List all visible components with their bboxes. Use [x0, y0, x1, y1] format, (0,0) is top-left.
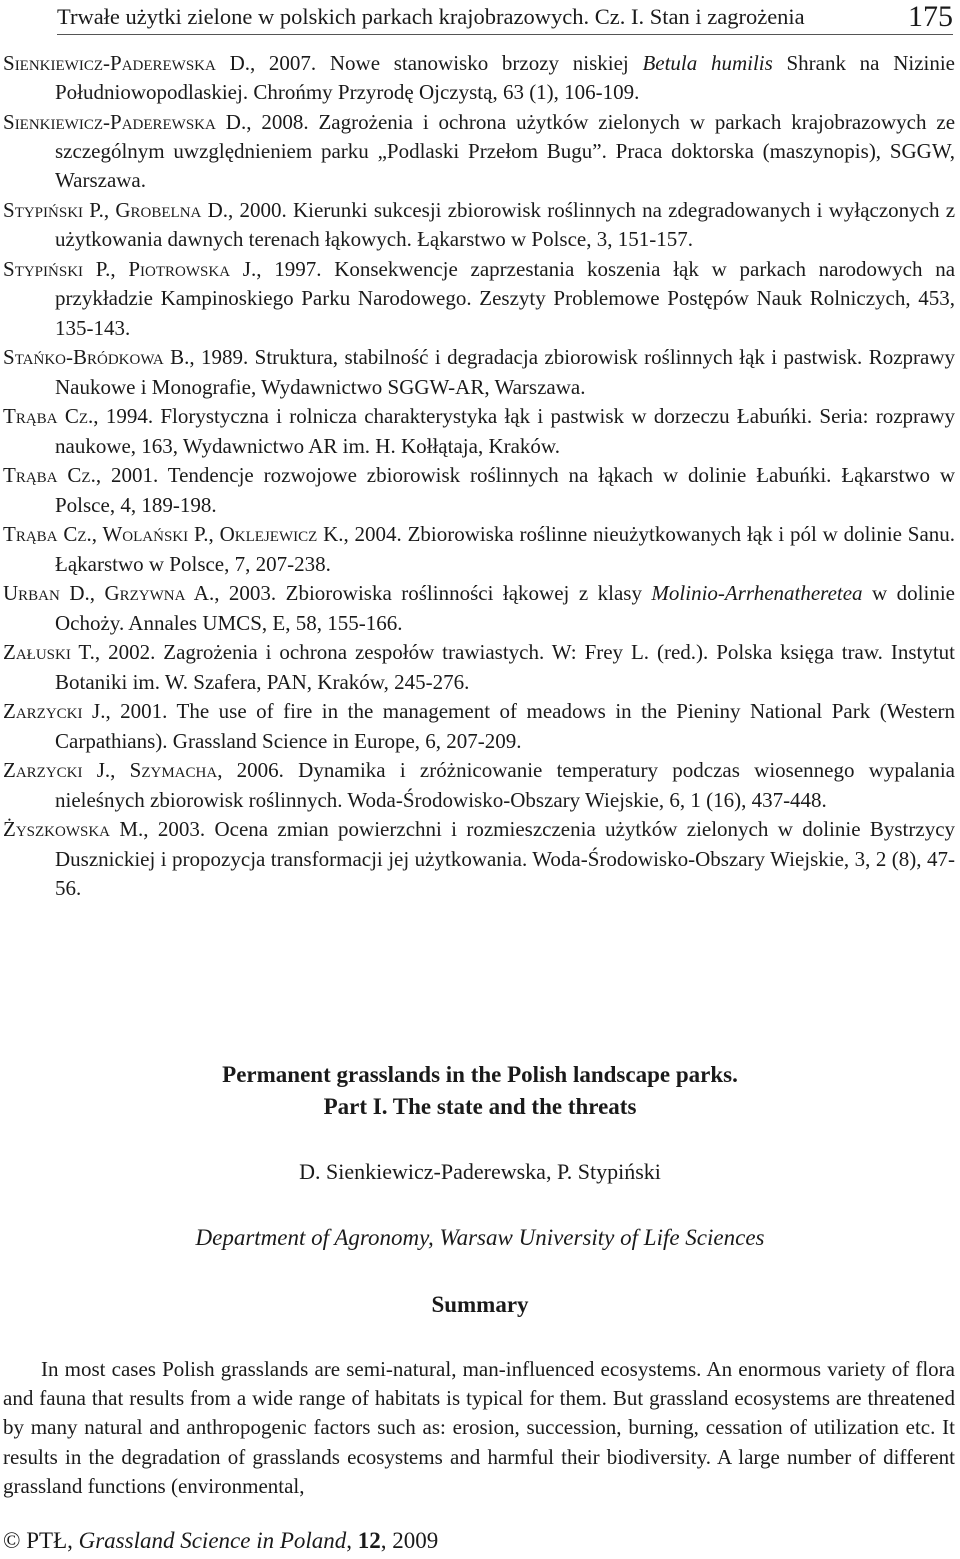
reference-italic: Betula humilis — [642, 51, 773, 75]
reference-entry — [3, 461, 955, 519]
reference-authors: Trąba Cz., Wolański P., Oklejewicz K. — [3, 522, 344, 547]
reference-entry — [3, 697, 955, 755]
reference-authors: Trąba Cz. — [3, 463, 96, 488]
reference-text: Dynamika i zróżnicowanie temperatury podczas wiosennego wypalania nieleśnych zbiorowisk roślinnych. Woda-Środowisko-Obszary Wiejskie, 6, 1 (16), 437-448. — [55, 758, 955, 812]
reference-entry — [3, 638, 955, 696]
footer-journal: Grassland Science in Poland — [78, 1528, 347, 1553]
reference-year: , 2002. — [94, 640, 164, 665]
reference-year: , 2001. — [105, 699, 177, 724]
reference-entry — [3, 196, 955, 254]
reference-authors: Trąba Cz. — [3, 404, 94, 429]
reference-authors: Stypiński P., Piotrowska J. — [3, 257, 257, 282]
abstract-title-line-2: Part I. The state and the threats — [323, 1094, 637, 1119]
reference-year: , 2004. — [343, 522, 408, 547]
reference-authors: Sienkiewicz-Paderewska D. — [3, 51, 250, 75]
reference-year: , 1997. — [256, 257, 335, 282]
abstract-title-line-1: Permanent grasslands in the Polish landscape parks. — [222, 1062, 738, 1087]
abstract-authors: D. Sienkiewicz-Paderewska, P. Stypiński — [299, 1159, 661, 1184]
reference-year: , 1989. — [189, 345, 255, 370]
running-title: Trwałe użytki zielone w polskich parkach krajobrazowych. Cz. I. Stan i zagrożenia — [57, 4, 805, 29]
reference-authors: Zarzycki J., Szymacha — [3, 758, 218, 783]
reference-text: Zbiorowiska roślinne nieużytkowanych łąk i pól w dolinie Sanu. Łąkarstwo w Polsce, 7, 207-238. — [55, 522, 956, 576]
reference-entry — [3, 108, 955, 196]
reference-year: , 1994. — [93, 404, 161, 429]
abstract-title — [0, 1059, 960, 1123]
reference-entry — [3, 579, 955, 637]
reference-text: Zbiorowiska roślinności łąkowej z klasy — [285, 581, 652, 606]
running-head — [57, 2, 953, 35]
footer-year: , 2009 — [380, 1528, 439, 1553]
reference-year: , 2008. — [246, 110, 319, 134]
summary-heading: Summary — [431, 1292, 529, 1317]
reference-text: Ocena zmian powierzchni i rozmieszczenia użytków zielonych w dolinie Bystrzycy Dusznickiej i propozycja transformacji jej użytkowania. Woda-Środowisko-Obszary Wiejskie, 3, 2 (8), 47-56. — [55, 817, 956, 900]
reference-entry — [3, 520, 955, 578]
reference-text: Konsekwencje zaprzestania koszenia łąk w parkach narodowych na przykładzie Kampinoskiego Parku Narodowego. Zeszyty Problemowe Postępów Nauk Rolniczych, 453, 135-143. — [55, 257, 956, 340]
abstract-affiliation: Department of Agronomy, Warsaw University of Life Sciences — [195, 1225, 765, 1250]
reference-entry — [3, 815, 955, 903]
footer-sep: , — [346, 1528, 358, 1553]
reference-entry — [3, 756, 955, 814]
page-number: 175 — [908, 0, 953, 33]
footer-copyright: © PTŁ, — [3, 1528, 79, 1553]
reference-entry — [3, 402, 955, 460]
reference-year: , 2007. — [249, 51, 330, 75]
reference-text-after: w dolinie Ochoży. Annales UMCS, E, 58, 155-166. — [55, 581, 955, 635]
reference-text: Tendencje rozwojowe zbiorowisk roślinnych na łąkach w dolinie Łabuńki. Łąkarstwo w Polsce, 4, 189-198. — [55, 463, 956, 517]
reference-authors: Urban D., Grzywna A. — [3, 581, 215, 606]
reference-year: , 2001. — [95, 463, 168, 488]
reference-year: , 2000. — [228, 198, 293, 223]
reference-entry — [3, 343, 955, 401]
reference-authors: Stańko-Bródkowa B. — [3, 345, 190, 370]
reference-year: , 2003. — [143, 817, 215, 842]
reference-text: Kierunki sukcesji zbiorowisk roślinnych na zdegradowanych i wyłączonych z użytkowania dawnych terenach łąkowych. Łąkarstwo w Polsce, 3, 151-157. — [55, 198, 956, 252]
reference-year: , 2003. — [214, 581, 286, 606]
reference-authors: Załuski T. — [3, 640, 95, 665]
reference-list — [3, 49, 955, 904]
reference-text: Zagrożenia i ochrona użytków zielonych w parkach krajobrazowych ze szczególnym uwzględnieniem parku „Podlaski Przełom Bugu”. Praca doktorska (maszynopis), SGGW, Warszawa. — [55, 110, 956, 193]
reference-italic: Molinio-Arrhenatheretea — [651, 581, 863, 606]
reference-year: , 2006. — [217, 758, 299, 783]
reference-entry — [3, 49, 955, 107]
reference-authors: Żyszkowska M. — [3, 817, 144, 842]
reference-text: Struktura, stabilność i degradacja zbiorowisk roślinnych łąk i pastwisk. Rozprawy Naukowe i Monografie, Wydawnictwo SGGW-AR, Warszawa. — [55, 345, 955, 399]
reference-authors: Sienkiewicz-Paderewska D. — [3, 110, 247, 134]
footer-volume: 12 — [357, 1528, 381, 1553]
reference-text: Zagrożenia i ochrona zespołów trawiastych. W: Frey L. (red.). Polska księga traw. Instytut Botaniki im. W. Szafera, PAN, Kraków, 245-276. — [55, 640, 956, 694]
footer — [3, 1526, 438, 1556]
reference-text: Florystyczna i rolnicza charakterystyka łąk i pastwisk w dorzeczu Łabuńki. Seria: rozprawy naukowe, 163, Wydawnictwo AR im. H. Kołłątaja, Kraków. — [55, 404, 956, 458]
reference-authors: Stypiński P., Grobelna D. — [3, 198, 229, 223]
reference-entry — [3, 255, 955, 343]
reference-text: Nowe stanowisko brzozy niskiej — [329, 51, 643, 75]
summary-text: In most cases Polish grasslands are semi-natural, man-influenced ecosystems. An enormous variety of flora and fauna that results from a wide range of habitats is typical for them. But grassland ecosystems are threatened by many natural and anthropogenic factors such as: erosion, succession, burning, cessation of utilization etc. It results in the degradation of grasslands ecosystems and harmful their biodiversity. A large number of different grassland functions (environmental, — [3, 1357, 955, 1498]
reference-text: The use of fire in the management of meadows in the Pieniny National Park (Western Carpathians). Grassland Science in Europe, 6, 207-209. — [55, 699, 956, 753]
reference-authors: Zarzycki J. — [3, 699, 106, 724]
reference-text-after: Shrank na Nizinie Południowopodlaskiej. Chrońmy Przyrodę Ojczystą, 63 (1), 106-109. — [55, 51, 956, 105]
